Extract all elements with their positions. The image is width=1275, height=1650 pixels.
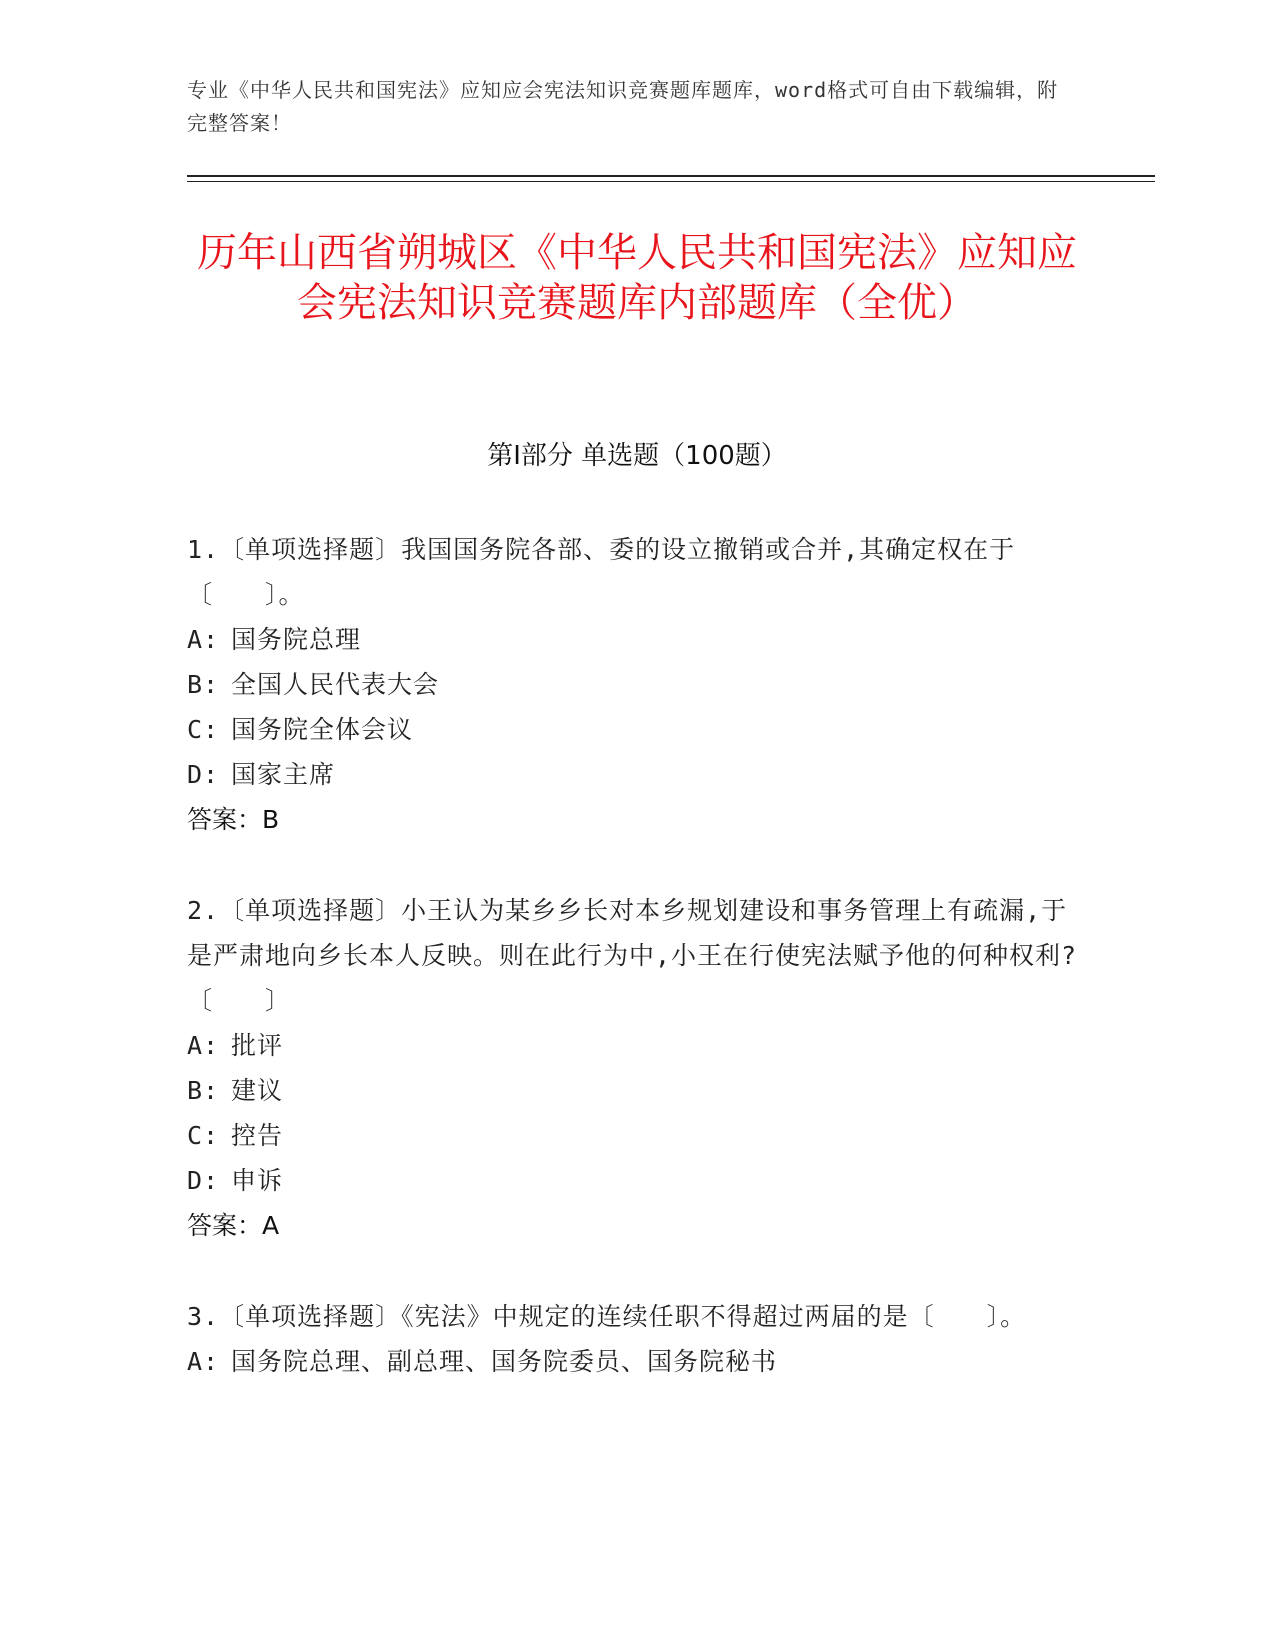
answer-value: A xyxy=(262,1211,280,1240)
option-letter: C: xyxy=(187,1121,220,1150)
option-text: 国家主席 xyxy=(231,760,336,789)
question-2 xyxy=(187,888,1087,1248)
option-a xyxy=(187,1023,1087,1068)
option-c xyxy=(187,707,1087,752)
option-a xyxy=(187,617,1087,662)
option-letter: B: xyxy=(187,670,220,699)
option-b xyxy=(187,1068,1087,1113)
option-text: 国务院总理 xyxy=(231,625,362,654)
option-text: 国务院全体会议 xyxy=(231,715,414,744)
header-note: 专业《中华人民共和国宪法》应知应会宪法知识竞赛题库题库，word格式可自由下载编辑，附完整答案！ xyxy=(187,78,1059,135)
header-divider xyxy=(187,175,1155,177)
option-letter: A: xyxy=(187,1031,220,1060)
header-divider-thin xyxy=(187,181,1155,182)
answer-label: 答案： xyxy=(187,805,263,834)
option-letter: B: xyxy=(187,1076,220,1105)
option-text: 批评 xyxy=(231,1031,284,1060)
question-1 xyxy=(187,527,1087,842)
option-text: 全国人民代表大会 xyxy=(231,670,440,699)
answer-label: 答案： xyxy=(187,1211,263,1240)
section-heading: 第Ⅰ部分 单选题（100题） xyxy=(487,441,787,471)
option-text: 建议 xyxy=(231,1076,284,1105)
question-stem: 2.〔单项选择题〕小王认为某乡乡长对本乡规划建设和事务管理上有疏漏,于是严肃地向乡长本人反映。则在此行为中,小王在行使宪法赋予他的何种权利?〔 〕 xyxy=(187,896,1078,1015)
option-text: 控告 xyxy=(231,1121,284,1150)
question-3 xyxy=(187,1294,1087,1384)
question-list xyxy=(187,527,1087,1430)
option-c xyxy=(187,1113,1087,1158)
option-letter: C: xyxy=(187,715,220,744)
answer-line xyxy=(187,1203,1087,1248)
option-text: 申诉 xyxy=(231,1166,284,1195)
option-letter: A: xyxy=(187,1347,220,1376)
option-letter: A: xyxy=(187,625,220,654)
option-letter: D: xyxy=(187,760,220,789)
option-text: 国务院总理、副总理、国务院委员、国务院秘书 xyxy=(231,1347,778,1376)
option-d xyxy=(187,1158,1087,1203)
option-a xyxy=(187,1339,1087,1384)
option-d xyxy=(187,752,1087,797)
question-stem: 3.〔单项选择题〕《宪法》中规定的连续任职不得超过两届的是〔 〕。 xyxy=(187,1302,1027,1331)
question-stem: 1.〔单项选择题〕我国国务院各部、委的设立撤销或合并,其确定权在于〔 〕。 xyxy=(187,535,1016,609)
answer-line xyxy=(187,797,1087,842)
option-letter: D: xyxy=(187,1166,220,1195)
answer-value: B xyxy=(262,805,280,834)
option-b xyxy=(187,662,1087,707)
document-title: 历年山西省朔城区《中华人民共和国宪法》应知应会宪法知识竞赛题库内部题库（全优） xyxy=(197,230,1077,326)
